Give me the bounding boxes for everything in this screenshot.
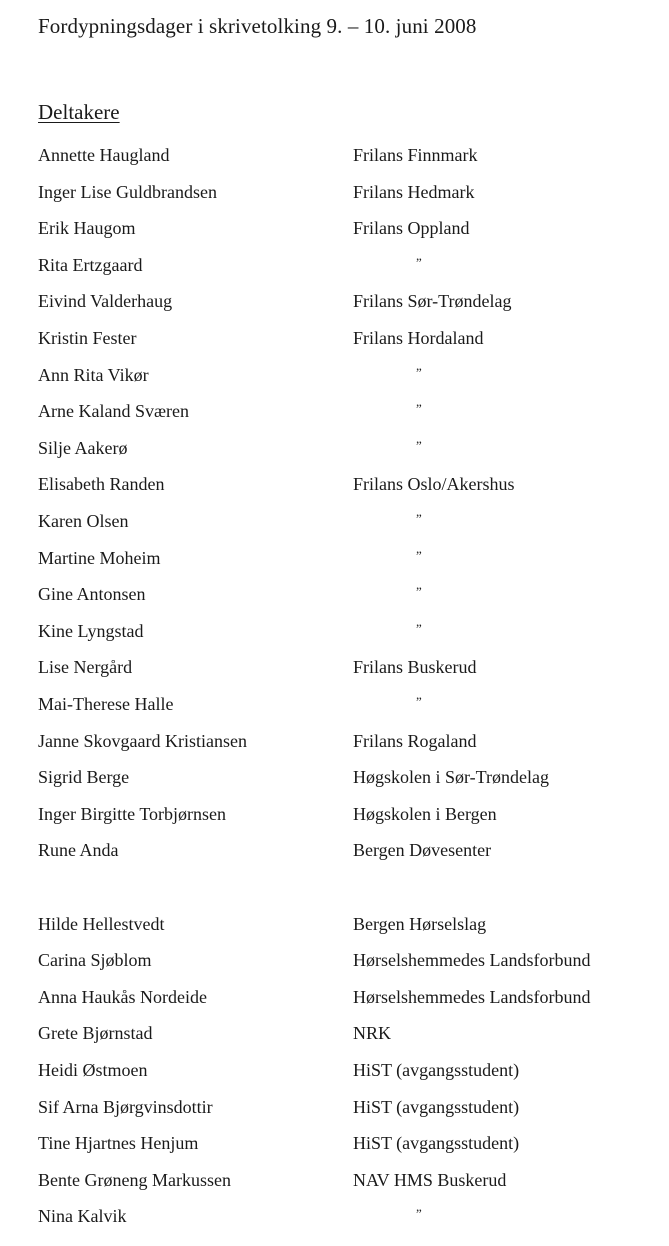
participant-row bbox=[0, 840, 669, 870]
participant-row bbox=[0, 182, 669, 212]
participant-org-ditto: ” bbox=[416, 438, 422, 453]
participant-row bbox=[0, 657, 669, 687]
participant-row bbox=[0, 401, 669, 431]
participant-name: Silje Aakerø bbox=[38, 438, 128, 458]
participant-org: Frilans Rogaland bbox=[353, 731, 477, 751]
participant-name: Sif Arna Bjørgvinsdottir bbox=[38, 1097, 213, 1117]
participant-org: Frilans Hedmark bbox=[353, 182, 475, 202]
participant-row bbox=[0, 291, 669, 321]
participant-org-ditto: ” bbox=[416, 694, 422, 709]
participant-row bbox=[0, 1060, 669, 1090]
participant-org: Frilans Sør-Trøndelag bbox=[353, 291, 512, 311]
participant-name: Arne Kaland Sværen bbox=[38, 401, 189, 421]
participant-row bbox=[0, 914, 669, 944]
participant-org: NRK bbox=[353, 1023, 392, 1043]
participant-name: Rune Anda bbox=[38, 840, 119, 860]
participant-row bbox=[0, 694, 669, 724]
participant-row bbox=[0, 255, 669, 285]
participant-row bbox=[0, 328, 669, 358]
participant-name: Mai-Therese Halle bbox=[38, 694, 174, 714]
participant-name: Rita Ertzgaard bbox=[38, 255, 143, 275]
participant-name: Heidi Østmoen bbox=[38, 1060, 148, 1080]
document-title: Fordypningsdager i skrivetolking 9. – 10. juni 2008 bbox=[38, 14, 477, 38]
participant-org-ditto: ” bbox=[416, 511, 422, 526]
participant-row bbox=[0, 365, 669, 395]
participant-org-ditto: ” bbox=[416, 1206, 422, 1221]
participant-name: Sigrid Berge bbox=[38, 767, 130, 787]
participant-org-ditto: ” bbox=[416, 584, 422, 599]
participant-row bbox=[0, 621, 669, 651]
participant-org: Hørselshemmedes Landsforbund bbox=[353, 987, 591, 1007]
participant-org: HiST (avgangsstudent) bbox=[353, 1097, 520, 1117]
participant-name: Karen Olsen bbox=[38, 511, 129, 531]
participant-row bbox=[0, 1133, 669, 1163]
participant-name: Carina Sjøblom bbox=[38, 950, 152, 970]
participant-org: Frilans Oppland bbox=[353, 218, 470, 238]
participant-row bbox=[0, 731, 669, 761]
participant-org: Høgskolen i Bergen bbox=[353, 804, 497, 824]
participant-org: Hørselshemmedes Landsforbund bbox=[353, 950, 591, 970]
participant-name: Hilde Hellestvedt bbox=[38, 914, 165, 934]
participant-name: Tine Hjartnes Henjum bbox=[38, 1133, 199, 1153]
participant-org: Høgskolen i Sør-Trøndelag bbox=[353, 767, 549, 787]
participant-org: Bergen Hørselslag bbox=[353, 914, 487, 934]
participant-name: Nina Kalvik bbox=[38, 1206, 127, 1226]
participant-org: Frilans Finnmark bbox=[353, 145, 478, 165]
participant-name: Inger Birgitte Torbjørnsen bbox=[38, 804, 227, 824]
section-heading-participants: Deltakere bbox=[38, 100, 120, 124]
participant-org: Frilans Oslo/Akershus bbox=[353, 474, 515, 494]
participant-row bbox=[0, 548, 669, 578]
participant-row bbox=[0, 145, 669, 175]
participant-name: Janne Skovgaard Kristiansen bbox=[38, 731, 247, 751]
participant-row bbox=[0, 987, 669, 1017]
participant-row bbox=[0, 511, 669, 541]
participant-name: Kine Lyngstad bbox=[38, 621, 144, 641]
participant-row bbox=[0, 1170, 669, 1200]
participant-row bbox=[0, 767, 669, 797]
participant-org-ditto: ” bbox=[416, 401, 422, 416]
participant-name: Anna Haukås Nordeide bbox=[38, 987, 207, 1007]
participant-org-ditto: ” bbox=[416, 365, 422, 380]
participant-name: Ann Rita Vikør bbox=[38, 365, 149, 385]
participant-row bbox=[0, 438, 669, 468]
participant-row bbox=[0, 950, 669, 980]
participant-row bbox=[0, 1097, 669, 1127]
participant-org: NAV HMS Buskerud bbox=[353, 1170, 507, 1190]
participant-org: Frilans Buskerud bbox=[353, 657, 477, 677]
participant-name: Grete Bjørnstad bbox=[38, 1023, 153, 1043]
participant-row bbox=[0, 1023, 669, 1053]
participant-name: Gine Antonsen bbox=[38, 584, 146, 604]
participant-name: Eivind Valderhaug bbox=[38, 291, 173, 311]
participant-row bbox=[0, 1206, 669, 1236]
participant-org: Frilans Hordaland bbox=[353, 328, 484, 348]
participant-org: HiST (avgangsstudent) bbox=[353, 1060, 520, 1080]
participant-name: Lise Nergård bbox=[38, 657, 133, 677]
participant-org-ditto: ” bbox=[416, 621, 422, 636]
participant-org-ditto: ” bbox=[416, 255, 422, 270]
participant-row bbox=[0, 804, 669, 834]
participant-org: HiST (avgangsstudent) bbox=[353, 1133, 520, 1153]
participant-name: Inger Lise Guldbrandsen bbox=[38, 182, 217, 202]
participant-row bbox=[0, 474, 669, 504]
participant-org: Bergen Døvesenter bbox=[353, 840, 492, 860]
participant-org-ditto: ” bbox=[416, 548, 422, 563]
participant-name: Annette Haugland bbox=[38, 145, 170, 165]
participant-name: Elisabeth Randen bbox=[38, 474, 165, 494]
participant-row bbox=[0, 584, 669, 614]
participant-name: Erik Haugom bbox=[38, 218, 136, 238]
participant-name: Kristin Fester bbox=[38, 328, 137, 348]
participant-name: Martine Moheim bbox=[38, 548, 161, 568]
participant-name: Bente Grøneng Markussen bbox=[38, 1170, 231, 1190]
participant-row bbox=[0, 218, 669, 248]
